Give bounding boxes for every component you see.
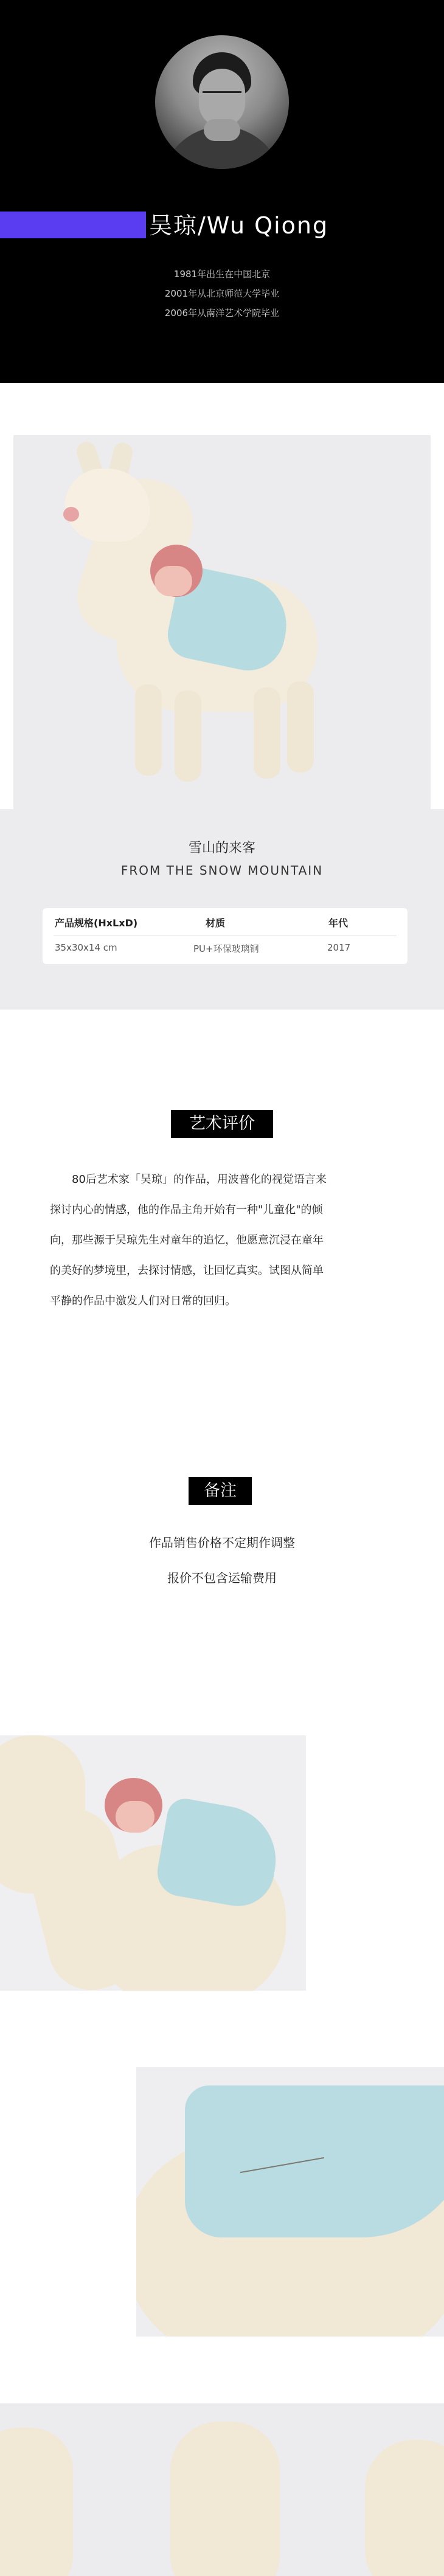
alpaca-leg-fur [365, 2440, 444, 2576]
notes-heading: 备注 [189, 1477, 252, 1505]
review-line: 平静的作品中激发人们对日常的回归。 [50, 1295, 236, 1307]
artwork-photo [13, 435, 431, 809]
spec-table [43, 908, 408, 964]
child-figure-face [116, 1801, 154, 1833]
alpaca-leg [175, 690, 201, 782]
avatar-glasses [203, 91, 241, 102]
artwork-title-cn: 雪山的来客 [188, 841, 255, 856]
artist-avatar [155, 35, 289, 169]
artwork-title-en: FROM THE SNOW MOUNTAIN [120, 863, 324, 878]
spec-value-year: 2017 [327, 942, 351, 953]
review-heading: 艺术评价 [171, 1110, 273, 1138]
alpaca-nose [63, 507, 79, 522]
artist-name: 吴琼/Wu Qiong [149, 212, 329, 239]
artist-bio-line: 1981年出生在中国北京 [173, 269, 271, 280]
review-line: 的美好的梦境里，去探讨情感，让回忆真实。试图从简单 [50, 1264, 324, 1277]
note-line: 作品销售价格不定期作调整 [149, 1535, 295, 1550]
child-figure-face [154, 566, 192, 596]
review-line: 向，那些源于吴琼先生对童年的追忆，他愿意沉浸在童年 [50, 1234, 324, 1247]
artist-bio-line: 2006年从南洋艺术学院毕业 [164, 308, 280, 319]
review-line: 探讨内心的情感，他的作品主角开始有一种"儿童化"的倾 [50, 1204, 323, 1216]
spec-header-material: 材质 [206, 917, 226, 929]
alpaca-leg [287, 681, 314, 773]
alpaca-leg-fur [170, 2422, 280, 2576]
artwork-detail-photo [0, 1735, 306, 1991]
spec-value-size: 35x30x14 cm [55, 942, 117, 953]
avatar-hands [204, 119, 240, 141]
spec-header-size: 产品规格(HxLxD) [55, 917, 138, 929]
review-line: 80后艺术家「吴琼」的作品，用波普化的视觉语言来 [72, 1173, 327, 1186]
artwork-detail-photo-bottom [0, 2403, 444, 2576]
name-accent-bar [0, 212, 146, 238]
note-line: 报价不包含运输费用 [167, 1571, 277, 1585]
spec-header-year: 年代 [328, 917, 349, 929]
artist-bio-line: 2001年从北京师范大学毕业 [164, 288, 280, 299]
alpaca-leg [254, 687, 280, 779]
artwork-closeup-photo [136, 2067, 444, 2337]
spec-value-material: PU+环保玻璃钢 [193, 943, 259, 954]
blue-blanket [185, 2085, 444, 2237]
artist-header [0, 0, 444, 383]
alpaca-leg-fur [0, 2428, 73, 2576]
alpaca-leg [135, 684, 162, 776]
